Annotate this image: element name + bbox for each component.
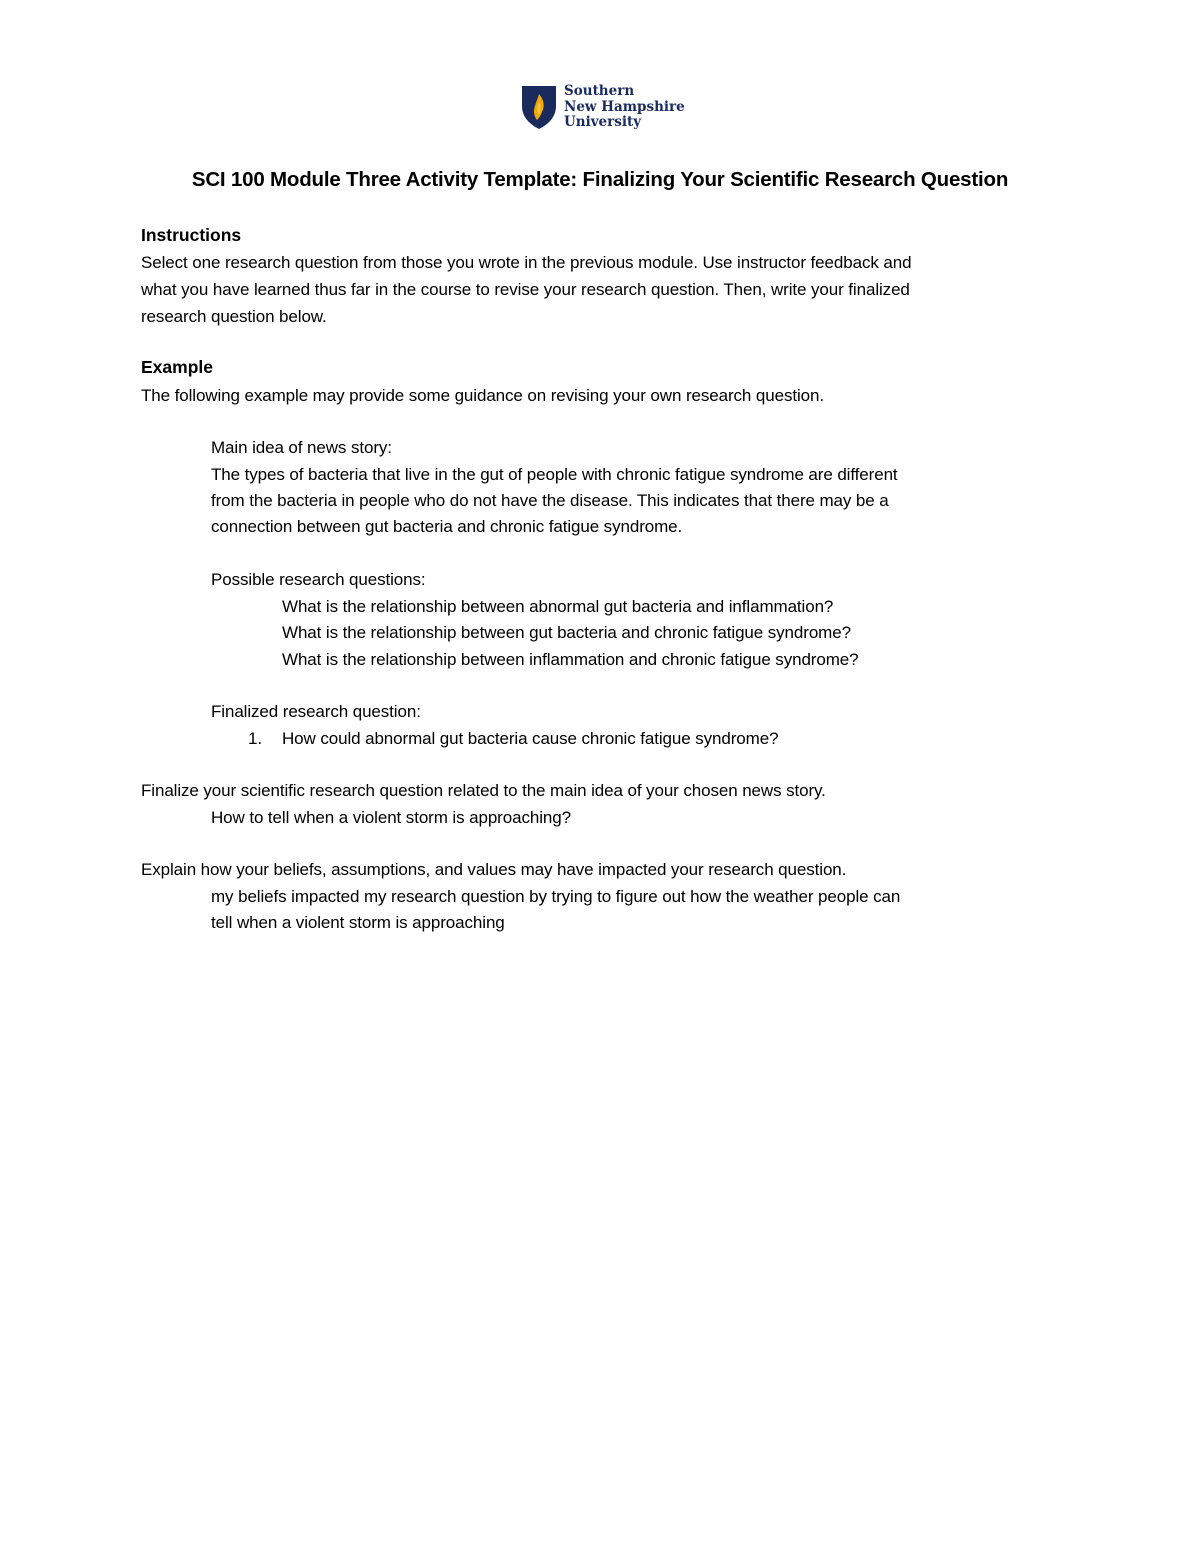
finalized-question: How could abnormal gut bacteria cause chronic fatigue syndrome? — [282, 729, 779, 748]
instructions-line-1: Select one research question from those you wrote in the previous module. Use instructor feedback and — [141, 253, 912, 272]
possible-question-1: What is the relationship between abnormal gut bacteria and inflammation? — [282, 597, 834, 616]
possible-questions-label: Possible research questions: — [211, 570, 426, 589]
main-idea-label: Main idea of news story: — [211, 438, 392, 457]
main-idea-line-3: connection between gut bacteria and chronic fatigue syndrome. — [211, 517, 683, 536]
instructions-heading: Instructions — [141, 225, 242, 245]
example-heading: Example — [141, 357, 213, 377]
finalize-answer: How to tell when a violent storm is approaching? — [211, 808, 571, 827]
main-idea-line-1: The types of bacteria that live in the gut of people with chronic fatigue syndrome are different — [211, 465, 898, 484]
explain-answer-line-1: my beliefs impacted my research question by trying to figure out how the weather people can — [211, 887, 901, 906]
finalized-question-label: Finalized research question: — [211, 702, 421, 721]
logo-text-line-1: Southern — [564, 83, 635, 99]
finalized-question-number: 1. — [248, 729, 262, 748]
main-idea-line-2: from the bacteria in people who do not have the disease. This indicates that there may be a — [211, 491, 889, 510]
logo-text-line-3: University — [564, 114, 642, 130]
document-title: SCI 100 Module Three Activity Template: Finalizing Your Scientific Research Question — [191, 168, 1009, 191]
explain-prompt: Explain how your beliefs, assumptions, and values may have impacted your research question. — [141, 860, 847, 879]
possible-question-2: What is the relationship between gut bacteria and chronic fatigue syndrome? — [282, 623, 851, 642]
logo-text-line-2: New Hampshire — [564, 98, 685, 115]
explain-answer-line-2: tell when a violent storm is approaching — [211, 913, 505, 932]
university-logo — [520, 84, 685, 131]
example-intro: The following example may provide some guidance on revising your own research question. — [141, 386, 825, 405]
possible-question-3: What is the relationship between inflammation and chronic fatigue syndrome? — [282, 650, 859, 669]
finalize-prompt: Finalize your scientific research question related to the main idea of your chosen news story. — [141, 781, 826, 800]
shield-flame-icon — [520, 84, 558, 130]
instructions-line-2: what you have learned thus far in the course to revise your research question. Then, write your finalized — [141, 280, 910, 299]
instructions-line-3: research question below. — [141, 307, 327, 326]
